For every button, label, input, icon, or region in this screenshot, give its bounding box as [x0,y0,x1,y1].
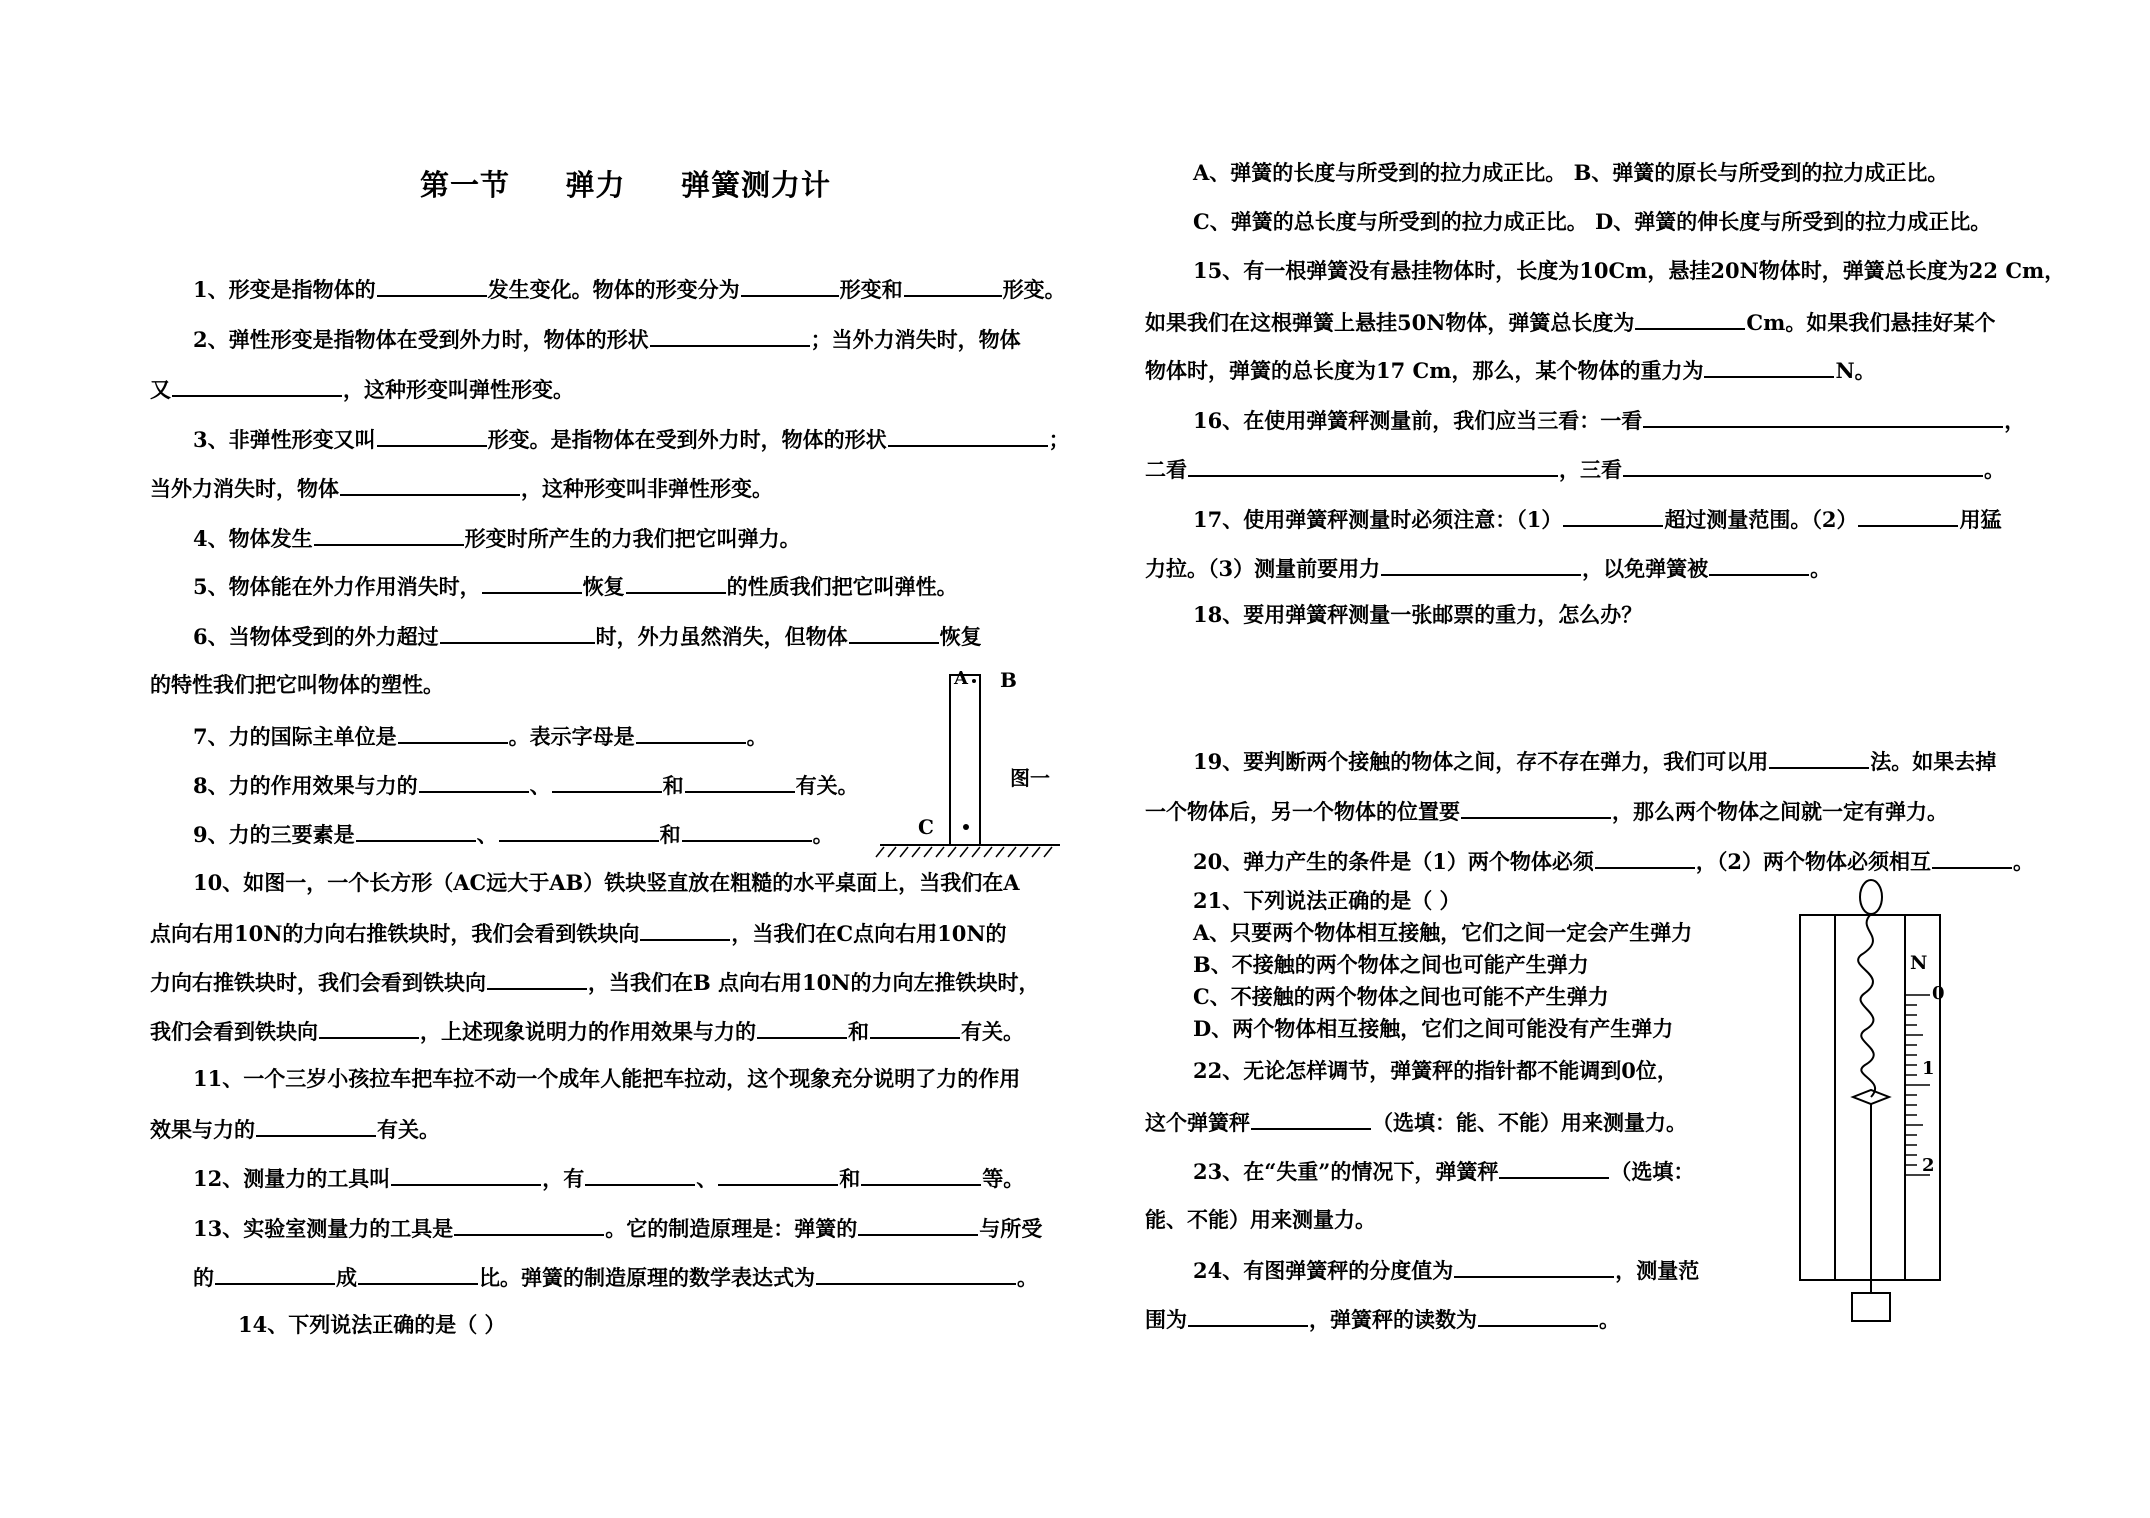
answer-blank[interactable] [1478,1303,1598,1327]
question-line-q14ab [1193,158,1948,188]
question-text: C、弹簧的总长度与所受到的拉力成正比。 D、弹簧的伸长度与所受到的拉力成正比。 [1193,209,1992,234]
answer-blank[interactable] [356,818,476,842]
question-text: ， [2004,408,2026,433]
question-text: 时，外力虽然消失，但物体 [595,624,848,649]
question-text: 22、无论怎样调节，弹簧秤的指针都不能调到0位， [1193,1058,1678,1083]
page-title: 第一节 弹力 弹簧测力计 [420,168,831,202]
question-text: 的性质我们把它叫弹性。 [726,574,958,599]
question-line-q14cd [1193,207,1991,237]
answer-blank[interactable] [1251,1106,1371,1130]
question-text: 与所受 [979,1216,1043,1241]
answer-blank[interactable] [1188,1303,1308,1327]
question-text: 10、如图一，一个长方形（AC远大于AB）铁块竖直放在粗糙的水平桌面上，当我们在A [193,870,1020,895]
scale-tick-2: 2 [1922,1155,1935,1176]
question-line-q21c [1193,982,1609,1012]
answer-blank[interactable] [1704,354,1834,378]
answer-blank[interactable] [682,818,812,842]
question-line-q21b [1193,950,1589,980]
question-text: ；当外力消失时，物体 [810,327,1021,352]
question-text: 物体时，弹簧的总长度为17 Cm，那么，某个物体的重力为 [1145,358,1704,383]
answer-blank[interactable] [849,620,939,644]
question-text: 、 [529,773,551,798]
question-text: 15、有一根弹簧没有悬挂物体时，长度为10Cm，悬挂20N物体时，弹簧总长度为22 Cm， [1193,258,2066,283]
question-text: Cm。如果我们悬挂好某个 [1746,310,1996,335]
question-text: 。它的制造原理是：弹簧的 [605,1216,858,1241]
question-text: 。 [1810,556,1832,581]
question-text: 等。 [982,1166,1025,1191]
question-line-q24b [1145,1303,1620,1335]
question-line-q2b [150,373,574,405]
question-text: 3、非弹性形变又叫 [193,427,376,452]
question-text: 。 [1017,1265,1038,1290]
question-text: 有关。 [961,1019,1024,1044]
question-text: 我们会看到铁块向 [150,1019,318,1044]
answer-blank[interactable] [377,273,487,297]
answer-blank[interactable] [1381,552,1581,576]
answer-blank[interactable] [358,1261,478,1285]
question-line-q9 [193,818,834,850]
question-text: 13、实验室测量力的工具是 [193,1216,454,1241]
answer-blank[interactable] [1643,404,2003,428]
question-text: 23、在“失重”的情况下，弹簧秤 [1193,1159,1499,1184]
question-text: 围为 [1145,1307,1187,1332]
question-text: 一个物体后，另一个物体的位置要 [1145,799,1460,824]
question-line-q2a [193,323,1021,355]
question-text: 力向右推铁块时，我们会看到铁块向 [150,970,486,995]
answer-blank[interactable] [499,818,659,842]
answer-blank[interactable] [650,323,810,347]
question-line-q23b [1145,1205,1376,1235]
question-text: 和 [839,1166,861,1191]
question-line-q22b [1145,1106,1687,1138]
answer-blank[interactable] [172,373,342,397]
question-text: 11、一个三岁小孩拉车把车拉不动一个成年人能把车拉动，这个现象充分说明了力的作用 [193,1066,1021,1091]
question-text: 有关。 [377,1117,440,1142]
figure-1-label-b: B [1000,668,1017,692]
question-text: 12、测量力的工具叫 [193,1166,391,1191]
question-line-q15c [1145,354,1876,386]
question-text: 恢复 [939,624,982,649]
question-text: C、不接触的两个物体之间也可能不产生弹力 [1193,984,1609,1009]
question-line-q19b [1145,795,1948,827]
question-text: 、 [476,822,498,847]
answer-blank[interactable] [340,472,520,496]
answer-blank[interactable] [861,1162,981,1186]
question-text: 比。弹簧的制造原理的数学表达式为 [479,1265,815,1290]
question-text: ，上述现象说明力的作用效果与力的 [420,1019,756,1044]
question-text: B、不接触的两个物体之间也可能产生弹力 [1193,952,1589,977]
question-text: 8、力的作用效果与力的 [193,773,418,798]
question-line-q5 [193,570,958,602]
figure-1-caption: 图一 [1010,766,1050,790]
question-text: ，当我们在C点向右用10N的 [731,921,1007,946]
answer-blank[interactable] [440,620,595,644]
question-text: ，这种形变叫非弹性形变。 [521,476,773,501]
spring-scale-figure [1795,875,1975,1335]
question-text: 形变和 [839,277,903,302]
answer-blank[interactable] [585,1162,695,1186]
question-text: 5、物体能在外力作用消失时， [193,574,481,599]
question-line-q8 [193,769,859,801]
question-line-q24a [1193,1254,1699,1286]
question-text: 用猛 [1959,507,2002,532]
question-text: ； [1048,427,1070,452]
question-text: 和 [848,1019,869,1044]
question-line-q16a [1193,404,2025,436]
question-line-q4 [193,522,801,554]
question-text: 点向右用10N的力向右推铁块时，我们会看到铁块向 [150,921,640,946]
question-text: 1、形变是指物体的 [193,277,376,302]
answer-blank[interactable] [377,423,487,447]
answer-blank[interactable] [419,769,529,793]
question-line-q12 [193,1162,1024,1194]
answer-blank[interactable] [741,273,839,297]
question-text: 发生变化。物体的形变分为 [487,277,740,302]
question-text: D、两个物体相互接触，它们之间可能没有产生弹力 [1193,1016,1674,1041]
answer-blank[interactable] [685,769,795,793]
question-line-q22a [1193,1056,1678,1086]
question-text: 超过测量范围。（2） [1664,507,1858,532]
figure-1-label-a: A [954,668,968,689]
question-text: 如果我们在这根弹簧上悬挂50N物体，弹簧总长度为 [1145,310,1635,335]
question-text: 效果与力的 [150,1117,255,1142]
figure-1-label-c: C [918,815,934,839]
answer-blank[interactable] [215,1261,335,1285]
question-text: 21、下列说法正确的是（ ） [1193,888,1461,913]
question-text: 成 [336,1265,357,1290]
question-line-q20 [1193,845,2034,877]
answer-blank[interactable] [482,570,582,594]
answer-blank[interactable] [1858,503,1958,527]
question-text: 14、下列说法正确的是（ ） [238,1312,506,1337]
answer-blank[interactable] [1461,795,1611,819]
answer-blank[interactable] [1188,453,1558,477]
answer-blank[interactable] [626,570,726,594]
question-text: 7、力的国际主单位是 [193,724,397,749]
question-text: 和 [659,822,681,847]
question-text: 又 [150,377,171,402]
question-line-q16b [1145,453,2005,485]
question-line-q7 [193,720,768,752]
answer-blank[interactable] [398,720,508,744]
question-text: 。 [812,822,834,847]
question-text: 和 [662,773,684,798]
answer-blank[interactable] [487,966,587,990]
answer-blank[interactable] [1499,1155,1609,1179]
answer-blank[interactable] [888,423,1048,447]
answer-blank[interactable] [1769,745,1869,769]
question-line-q11a [193,1064,1020,1094]
question-line-q13a [193,1212,1042,1244]
question-text: 17、使用弹簧秤测量时必须注意：（1） [1193,507,1563,532]
question-text: 、 [696,1166,718,1191]
question-line-q21a [1193,918,1692,948]
answer-blank[interactable] [1595,845,1695,869]
question-text: 。 [1984,457,2005,482]
answer-blank[interactable] [314,522,464,546]
question-text: 24、有图弹簧秤的分度值为 [1193,1258,1454,1283]
answer-blank[interactable] [1623,453,1983,477]
question-text: 。表示字母是 [508,724,635,749]
question-line-q11b [150,1113,440,1145]
question-text: 。 [1599,1307,1620,1332]
question-line-q18 [1193,600,1642,630]
answer-blank[interactable] [454,1212,604,1236]
question-text: 6、当物体受到的外力超过 [193,624,439,649]
answer-blank[interactable] [636,720,746,744]
question-line-q10b [150,917,1007,949]
question-text: ，弹簧秤的读数为 [1309,1307,1477,1332]
question-line-q13b [193,1261,1038,1293]
question-text: 。 [2012,849,2034,874]
question-text: ，有 [542,1166,585,1191]
answer-blank[interactable] [640,917,730,941]
question-text: 16、在使用弹簧秤测量前，我们应当三看：一看 [1193,408,1643,433]
question-text: 18、要用弹簧秤测量一张邮票的重力，怎么办？ [1193,602,1643,627]
question-text: 2、弹性形变是指物体在受到外力时，物体的形状 [193,327,649,352]
question-text: ，以免弹簧被 [1582,556,1709,581]
answer-blank[interactable] [319,1015,419,1039]
question-line-q17a [1193,503,2001,535]
question-text: ，这种形变叫弹性形变。 [343,377,574,402]
question-line-q21d [1193,1014,1673,1044]
question-text: ，当我们在B 点向右用10N的力向左推铁块时， [588,970,1040,995]
question-text: 形变时所产生的力我们把它叫弹力。 [464,526,801,551]
answer-blank[interactable] [1635,306,1745,330]
question-text: ，三看 [1559,457,1622,482]
question-text: 20、弹力产生的条件是（1）两个物体必须 [1193,849,1594,874]
question-line-q19a [1193,745,1996,777]
answer-blank[interactable] [391,1162,541,1186]
question-line-q10a [193,868,1020,898]
question-line-q6b [150,670,444,700]
answer-blank[interactable] [718,1162,838,1186]
question-text: N。 [1835,358,1876,383]
answer-blank[interactable] [858,1212,978,1236]
question-text: 恢复 [582,574,625,599]
question-text: 。 [746,724,768,749]
answer-blank[interactable] [256,1113,376,1137]
question-line-q10d [150,1015,1024,1047]
question-text: A、弹簧的长度与所受到的拉力成正比。 B、弹簧的原长与所受到的拉力成正比。 [1193,160,1949,185]
answer-blank[interactable] [1563,503,1663,527]
question-text: 的 [193,1265,214,1290]
question-line-q10c [150,966,1039,998]
answer-blank[interactable] [1709,552,1809,576]
question-text: ，测量范 [1615,1258,1700,1283]
question-text: 19、要判断两个接触的物体之间，存不存在弹力，我们可以用 [1193,749,1769,774]
question-line-q23a [1193,1155,1694,1187]
question-line-q1 [193,273,1066,305]
question-line-q15a [1193,256,2065,286]
question-text: 9、力的三要素是 [193,822,355,847]
scale-unit-label: N [1910,952,1928,974]
question-line-q3a [193,423,1070,455]
answer-blank[interactable] [1932,845,2012,869]
scale-tick-0: 0 [1932,983,1945,1004]
question-text: ，那么两个物体之间就一定有弹力。 [1612,799,1948,824]
question-line-q3b [150,472,773,504]
question-text: 法。如果去掉 [1870,749,1997,774]
question-line-q6a [193,620,982,652]
question-text: 形变。是指物体在受到外力时，物体的形状 [487,427,887,452]
answer-blank[interactable] [870,1015,960,1039]
question-line-q14 [238,1310,506,1340]
answer-blank[interactable] [1454,1254,1614,1278]
answer-blank[interactable] [757,1015,847,1039]
question-text: （选填：能、不能）用来测量力。 [1372,1110,1687,1135]
question-text: ，（2）两个物体必须相互 [1695,849,1931,874]
answer-blank[interactable] [904,273,1002,297]
question-text: A、只要两个物体相互接触，它们之间一定会产生弹力 [1193,920,1693,945]
answer-blank[interactable] [816,1261,1016,1285]
question-line-q21 [1193,886,1461,916]
question-text: （选填： [1610,1159,1695,1184]
question-text: 4、物体发生 [193,526,313,551]
question-line-q17b [1145,552,1831,584]
question-line-q15b [1145,306,1995,338]
question-text: 有关。 [795,773,859,798]
question-text: 这个弹簧秤 [1145,1110,1250,1135]
question-text: 的特性我们把它叫物体的塑性。 [150,672,444,697]
answer-blank[interactable] [552,769,662,793]
scale-tick-1: 1 [1922,1058,1935,1079]
question-text: 能、不能）用来测量力。 [1145,1207,1376,1232]
question-text: 力拉。（3）测量前要用力 [1145,556,1381,581]
question-text: 当外力消失时，物体 [150,476,339,501]
question-text: 形变。 [1002,277,1066,302]
question-text: 二看 [1145,457,1187,482]
